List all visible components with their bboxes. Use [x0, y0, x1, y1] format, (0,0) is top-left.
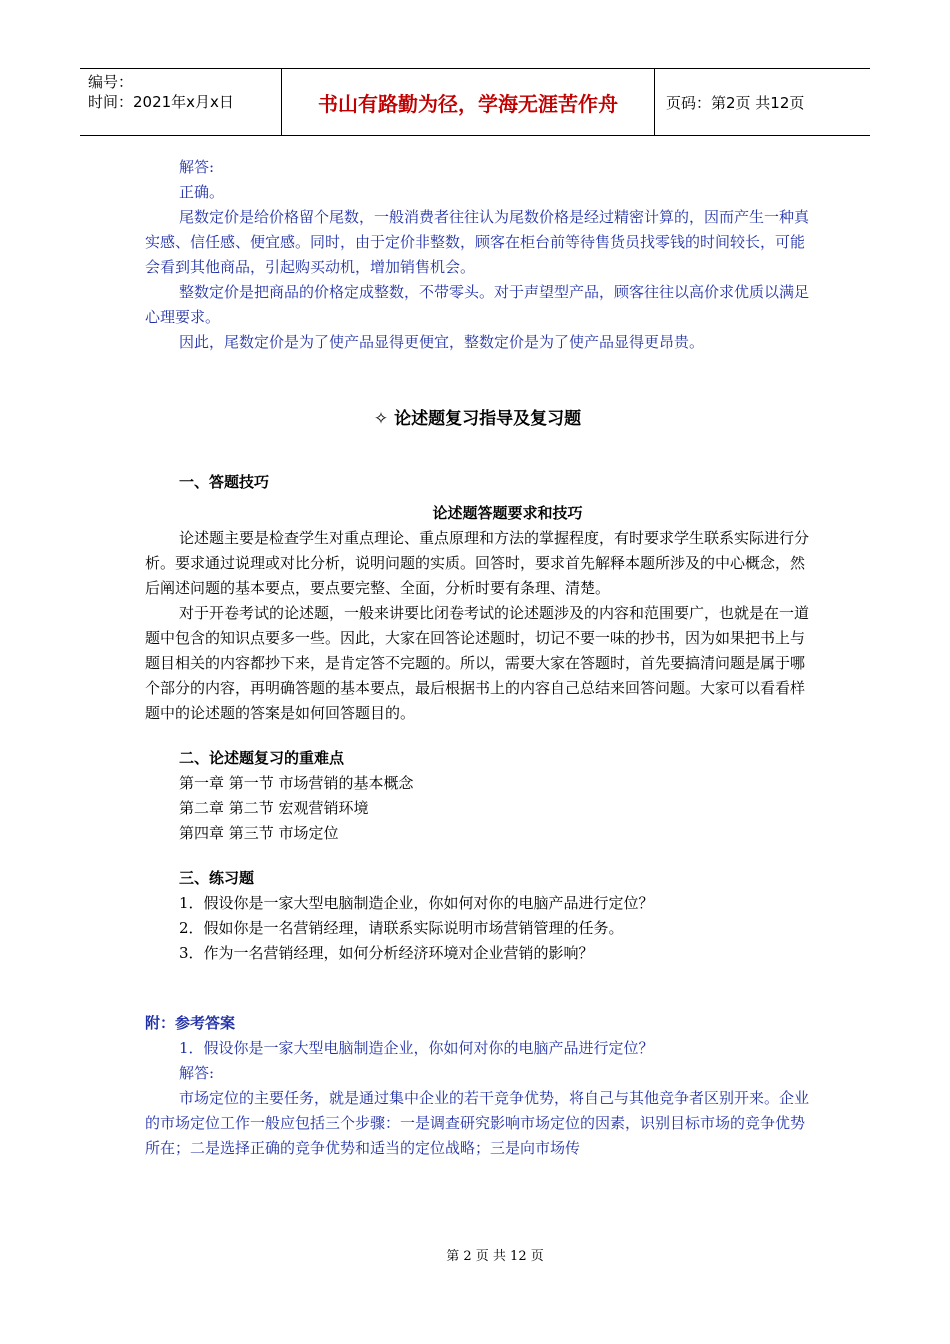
- appendix-label: 解答:: [179, 1064, 215, 1082]
- list-item: 第四章 第三节 市场定位: [179, 824, 339, 842]
- appendix-heading: 附：参考答案: [145, 1014, 236, 1032]
- answer-block: [145, 155, 810, 355]
- body-paragraph: 对于开卷考试的论述题，一般来讲要比闭卷考试的论述题涉及的内容和范围要广，也就是在一道题中包含的知识点要多一些。因此，大家在回答论述题时，切记不要一味的抄书，因为如果把书上与题目相关的内容都抄下来，是肯定答不完题的。所以，需要大家在答题时，首先要搞清问题是属于哪个部分的内容，再明确答题的基本要点，最后根据书上的内容自己总结来回答问题。大家可以看看样题中的论述题的答案是如何回答题目的。: [145, 604, 810, 722]
- answer-verdict: 正确。: [179, 183, 225, 201]
- time-label: 时间：2021年x月x日: [88, 93, 234, 111]
- main-title: ✧ 论述题复习指导及复习题: [373, 409, 582, 429]
- list-item: 1．假设你是一家大型电脑制造企业，你如何对你的电脑产品进行定位？: [179, 894, 654, 912]
- body-paragraph: 论述题主要是检查学生对重点理论、重点原理和方法的掌握程度，有时要求学生联系实际进行分析。要求通过说理或对比分析，说明问题的实质。回答时，要求首先解释本题所涉及的中心概念，然后阐述问题的基本要点，要点要完整、全面，分析时要有条理、清楚。: [145, 529, 810, 597]
- section-subtitle: 论述题答题要求和技巧: [432, 504, 583, 522]
- answer-paragraph: 因此，尾数定价是为了使产品显得更便宜，整数定价是为了使产品显得更昂贵。: [179, 333, 705, 351]
- section-heading: 二、论述题复习的重难点: [179, 749, 345, 767]
- header-meta: [80, 69, 282, 135]
- list-item: 2．假如你是一名营销经理，请联系实际说明市场营销管理的任务。: [179, 919, 624, 937]
- list-item: 第一章 第一节 市场营销的基本概念: [179, 774, 414, 792]
- list-item: 3．作为一名营销经理，如何分析经济环境对企业营销的影响？: [179, 944, 594, 962]
- list-item: 第二章 第二节 宏观营销环境: [179, 799, 369, 817]
- section-heading: 三、练习题: [179, 869, 255, 887]
- section-heading: 一、答题技巧: [179, 473, 270, 491]
- answer-paragraph: 整数定价是把商品的价格定成整数，不带零头。对于声望型产品，顾客往往以高价求优质以满足心理要求。: [145, 283, 810, 326]
- answer-paragraph: 尾数定价是给价格留个尾数，一般消费者往往认为尾数价格是经过精密计算的，因而产生一种真实感、信任感、便宜感。同时，由于定价非整数，顾客在柜台前等待售货员找零钱的时间较长，可能会看到其他商品，引起购买动机，增加销售机会。: [145, 208, 810, 276]
- page-header: [80, 68, 870, 136]
- answer-label: 解答:: [179, 158, 215, 176]
- appendix-question: 1．假设你是一家大型电脑制造企业，你如何对你的电脑产品进行定位？: [179, 1039, 654, 1057]
- page-footer: 第 2 页 共 12 页: [446, 1249, 544, 1264]
- document-body: [145, 155, 810, 1161]
- header-page-info: 页码：第2页 共12页: [666, 93, 805, 112]
- appendix: [145, 1011, 810, 1161]
- appendix-paragraph: 市场定位的主要任务，就是通过集中企业的若干竞争优势，将自己与其他竞争者区别开来。企业的市场定位工作一般应包括三个步骤：一是调查研究影响市场定位的因素，识别目标市场的竞争优势所在；二是选择正确的竞争优势和适当的定位战略；三是向市场传: [145, 1089, 810, 1157]
- header-motto: 书山有路勤为径，学海无涯苦作舟: [282, 69, 655, 135]
- number-label: 编号：: [88, 73, 134, 91]
